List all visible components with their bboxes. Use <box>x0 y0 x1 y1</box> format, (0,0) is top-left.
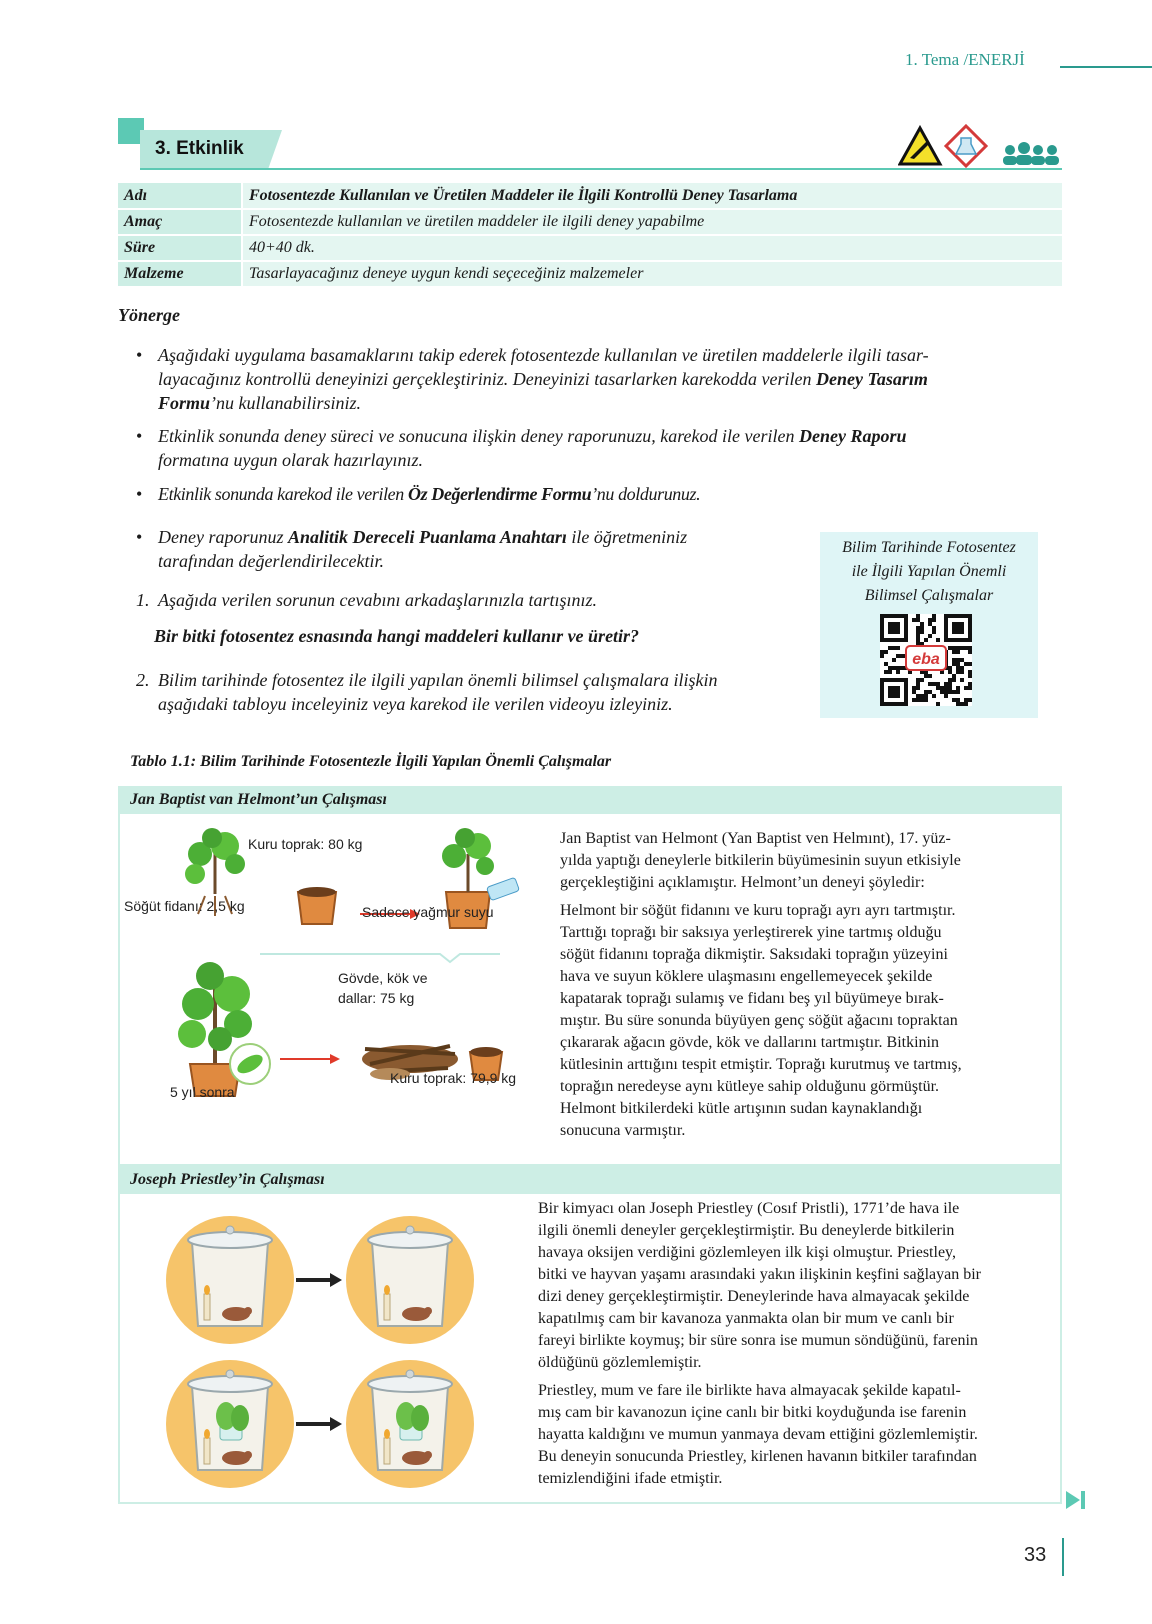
question-number: 1. <box>136 590 150 610</box>
question-main: Bir bitki fotosentez esnasında hangi maddeleri kullanır ve üretir? <box>154 626 640 646</box>
text-line: gerçekleştiğini açıklamıştır. Helmont’un deneyi şöyledir: <box>560 874 925 891</box>
priestley-heading: Joseph Priestley’in Çalışması <box>120 1168 1060 1194</box>
text-line: fareyi birlikte koymuş; bir süre sonra ise mumun söndüğünü, farenin <box>538 1332 978 1349</box>
activity-icons <box>898 124 1062 168</box>
label-dry-soil-after: Kuru toprak: 79,9 kg <box>390 1070 517 1086</box>
table-row <box>118 261 1062 287</box>
info-key: Adı <box>118 183 242 209</box>
page-number-rule <box>1062 1538 1064 1576</box>
chemical-hazard-icon <box>946 126 986 166</box>
text-line: hava ve suyun köklere ulaşmasını engellemeyecek şekilde <box>560 968 933 985</box>
text-line: ilgili önemli deneyler gerçekleştirmiştir. Bu deneylerde bitkilerin <box>538 1222 955 1239</box>
label-trunk: Gövde, kök ve <box>338 970 428 986</box>
theme-header: 1. Tema /ENERJİ <box>905 50 1025 69</box>
text-line: mış cam bir kavanozun içine canlı bir bitki koyduğunda ise farenin <box>538 1404 967 1421</box>
text-line: Helmont bir söğüt fidanını ve kuru toprağı ayrı ayrı tartmıştır. <box>560 902 956 919</box>
instruction-item <box>136 424 1056 472</box>
text-line: Priestley, mum ve fare ile birlikte hava almayacak şekilde kapatıl- <box>538 1382 961 1399</box>
next-page-icon[interactable] <box>1064 1489 1088 1511</box>
text-line: kapatılmış cam bir kavanoza yanmakta olan bir mum ve canlı bir <box>538 1310 954 1327</box>
bullet: • <box>136 345 143 365</box>
arrow-icon <box>330 1273 342 1287</box>
instruction-line: ile öğretmeniniz <box>566 527 688 547</box>
instruction-line: Deney raporunuz <box>158 527 288 547</box>
info-value: Fotosentezde kullanılan ve üretilen maddeler ile ilgili deney yapabilme <box>242 209 1062 235</box>
sidebox-line: Bilim Tarihinde Fotosentez <box>842 539 1016 556</box>
text-line: kütlesinin arttığını tespit etmiştir. Toprağı kurutmuş ve tartmış, <box>560 1056 962 1073</box>
table-row <box>118 209 1062 235</box>
priestley-illustration <box>160 1204 540 1494</box>
eba-logo: eba <box>912 651 940 668</box>
arrow-icon <box>330 1417 342 1431</box>
helmont-text <box>560 828 1050 1148</box>
text-line: Helmont bitkilerdeki kütle artışının sudan kaynaklandığı <box>560 1100 923 1117</box>
text-line: Tarttığı toprağı bir saksıya yerleştirerek yine tartmış olduğu <box>560 924 942 941</box>
helmont-heading: Jan Baptist van Helmont’un Çalışması <box>120 788 1060 814</box>
label-sapling: Söğüt fidanı: 2,5 kg <box>124 898 245 914</box>
label-rain: Sadece yağmur suyu <box>362 904 494 920</box>
question-number: 2. <box>136 670 150 690</box>
instruction-line: tarafından değerlendirilecektir. <box>158 551 384 571</box>
instruction-bold: Deney Raporu <box>799 426 907 446</box>
arrow-head-icon <box>330 1054 340 1064</box>
instruction-line: formatına uygun olarak hazırlayınız. <box>158 450 423 470</box>
text-line: Bir kimyacı olan Joseph Priestley (Cosıf Pristli), 1771’de hava ile <box>538 1200 960 1217</box>
table-caption: Tablo 1.1: Bilim Tarihinde Fotosentezle İlgili Yapılan Önemli Çalışmalar <box>130 753 612 770</box>
instruction-item <box>136 482 1056 506</box>
text-line: Bu deneyin sonucunda Priestley, kirlenen havanın bitkiler tarafından <box>538 1448 977 1465</box>
bullet: • <box>136 484 143 504</box>
label-years: 5 yıl sonra <box>170 1084 235 1100</box>
instruction-line: Etkinlik sonunda deney süreci ve sonucuna ilişkin deney raporunuzu, karekod ile verilen <box>158 426 799 446</box>
instruction-line: layacağınız kontrollü deneyinizi gerçekleştiriniz. Deneyinizi tasarlarken karekodda verilen <box>158 369 817 389</box>
helmont-paragraph <box>560 900 1050 1142</box>
instruction-line: Aşağıdaki uygulama basamaklarını takip ederek fotosentezde kullanılan ve üretilen maddelerle ilgili tasar- <box>158 345 929 365</box>
info-key: Amaç <box>118 209 242 235</box>
info-key: Süre <box>118 235 242 261</box>
jar-plant-after-illustration <box>346 1360 474 1488</box>
instruction-item <box>136 525 796 573</box>
question-2 <box>136 668 796 716</box>
text-line: temizlendiğini ifade etmiştir. <box>538 1470 723 1487</box>
text-line: öldüğünü gözlemlemiştir. <box>538 1354 702 1371</box>
priestley-panel <box>118 1166 1062 1504</box>
priestley-paragraph <box>538 1198 1048 1374</box>
table-row <box>118 183 1062 209</box>
instruction-line: ’nu doldurunuz. <box>591 484 701 504</box>
text-line: çıkararak ağacın gövde, kök ve dallarını tartmıştır. Bitkinin <box>560 1034 939 1051</box>
grown-tree-illustration <box>178 962 270 1096</box>
text-line: mıştır. Bu süre sonunda büyüyen genç söğüt ağacını topraktan <box>560 1012 958 1029</box>
instructions-heading: Yönerge <box>118 305 180 325</box>
priestley-text <box>538 1198 1048 1496</box>
text-line: havaya oksijen verdiğini gözlemleyen ilk kişi olmuştur. Priestley, <box>538 1244 956 1261</box>
text-line: dizi deney gerçekleştirmiştir. Deneylerinde hava almayacak şekilde <box>538 1288 970 1305</box>
text-line: Jan Baptist van Helmont (Yan Baptist ven Helmınt), 17. yüz- <box>560 830 951 847</box>
question-1 <box>136 590 776 614</box>
text-line: sonucuna varmıştır. <box>560 1122 686 1139</box>
instruction-line: ’nu kullanabilirsiniz. <box>210 393 362 413</box>
jar-candle-mouse-illustration <box>166 1216 294 1344</box>
soil-pot-icon <box>298 887 336 924</box>
helmont-panel <box>118 786 1062 1166</box>
instruction-bold: Formu <box>158 393 211 413</box>
bullet: • <box>136 527 143 547</box>
text-line: hayatta kaldığını ve mumun yanmaya devam ettiğini gözlemlemiştir. <box>538 1426 978 1443</box>
activity-title: 3. Etkinlik <box>155 138 244 159</box>
question-text: Aşağıda verilen sorunun cevabını arkadaşlarınızla tartışınız. <box>158 590 597 610</box>
instruction-bold: Deney Tasarım <box>816 369 928 389</box>
text-line: yılda yaptığı deneylerle bitkilerin büyümesinin suyun etkisiyle <box>560 852 961 869</box>
info-value: 40+40 dk. <box>242 235 1062 261</box>
helmont-paragraph <box>560 828 1050 894</box>
sharp-hazard-icon <box>900 128 940 164</box>
label-trunk: dallar: 75 kg <box>338 990 415 1006</box>
header-rule <box>1060 66 1152 68</box>
jar-plant-illustration <box>166 1360 294 1488</box>
activity-info-table <box>118 183 1062 288</box>
jar-candle-out-illustration <box>346 1216 474 1344</box>
bullet: • <box>136 426 143 446</box>
instruction-item <box>136 343 1056 415</box>
info-value: Tasarlayacağınız deneye uygun kendi seçeceğiniz malzemeler <box>242 261 1062 287</box>
info-value: Fotosentezde Kullanılan ve Üretilen Maddeler ile İlgili Kontrollü Deney Tasarlama <box>242 183 1062 209</box>
instruction-bold: Öz Değerlendirme Formu <box>407 484 592 504</box>
text-line: söğüt fidanını toprağa dikmiştir. Saksıdaki toprağın yüzeyini <box>560 946 948 963</box>
priestley-paragraph <box>538 1380 1048 1490</box>
info-key: Malzeme <box>118 261 242 287</box>
sidebox-line: Bilimsel Çalışmalar <box>864 587 994 604</box>
label-dry-soil: Kuru toprak: 80 kg <box>248 836 363 852</box>
question-text: Bilim tarihinde fotosentez ile ilgili yapılan önemli bilimsel çalışmalara ilişkin <box>158 670 718 690</box>
page-number: 33 <box>1024 1544 1047 1566</box>
divider-line <box>260 954 500 962</box>
instruction-bold: Analitik Dereceli Puanlama Anahtarı <box>287 527 567 547</box>
group-work-icon <box>1003 142 1059 165</box>
sidebox-line: ile İlgili Yapılan Önemli <box>851 563 1007 580</box>
question-text: aşağıdaki tabloyu inceleyiniz veya karekod ile verilen videoyu izleyiniz. <box>158 694 673 714</box>
activity-rule <box>140 168 1062 170</box>
instruction-line: Etkinlik sonunda karekod ile verilen <box>158 484 408 504</box>
table-row <box>118 235 1062 261</box>
qr-code[interactable] <box>880 614 972 706</box>
text-line: bitki ve hayvan yaşamı arasındaki yakın ilişkinin keşfini sağlayan bir <box>538 1266 982 1283</box>
text-line: kapatarak toprağı sulamış ve fidanı beş yıl büyümeye bırak- <box>560 990 944 1007</box>
text-line: toprağın neredeyse aynı kütleye sahip olduğunu görmüştür. <box>560 1078 940 1095</box>
